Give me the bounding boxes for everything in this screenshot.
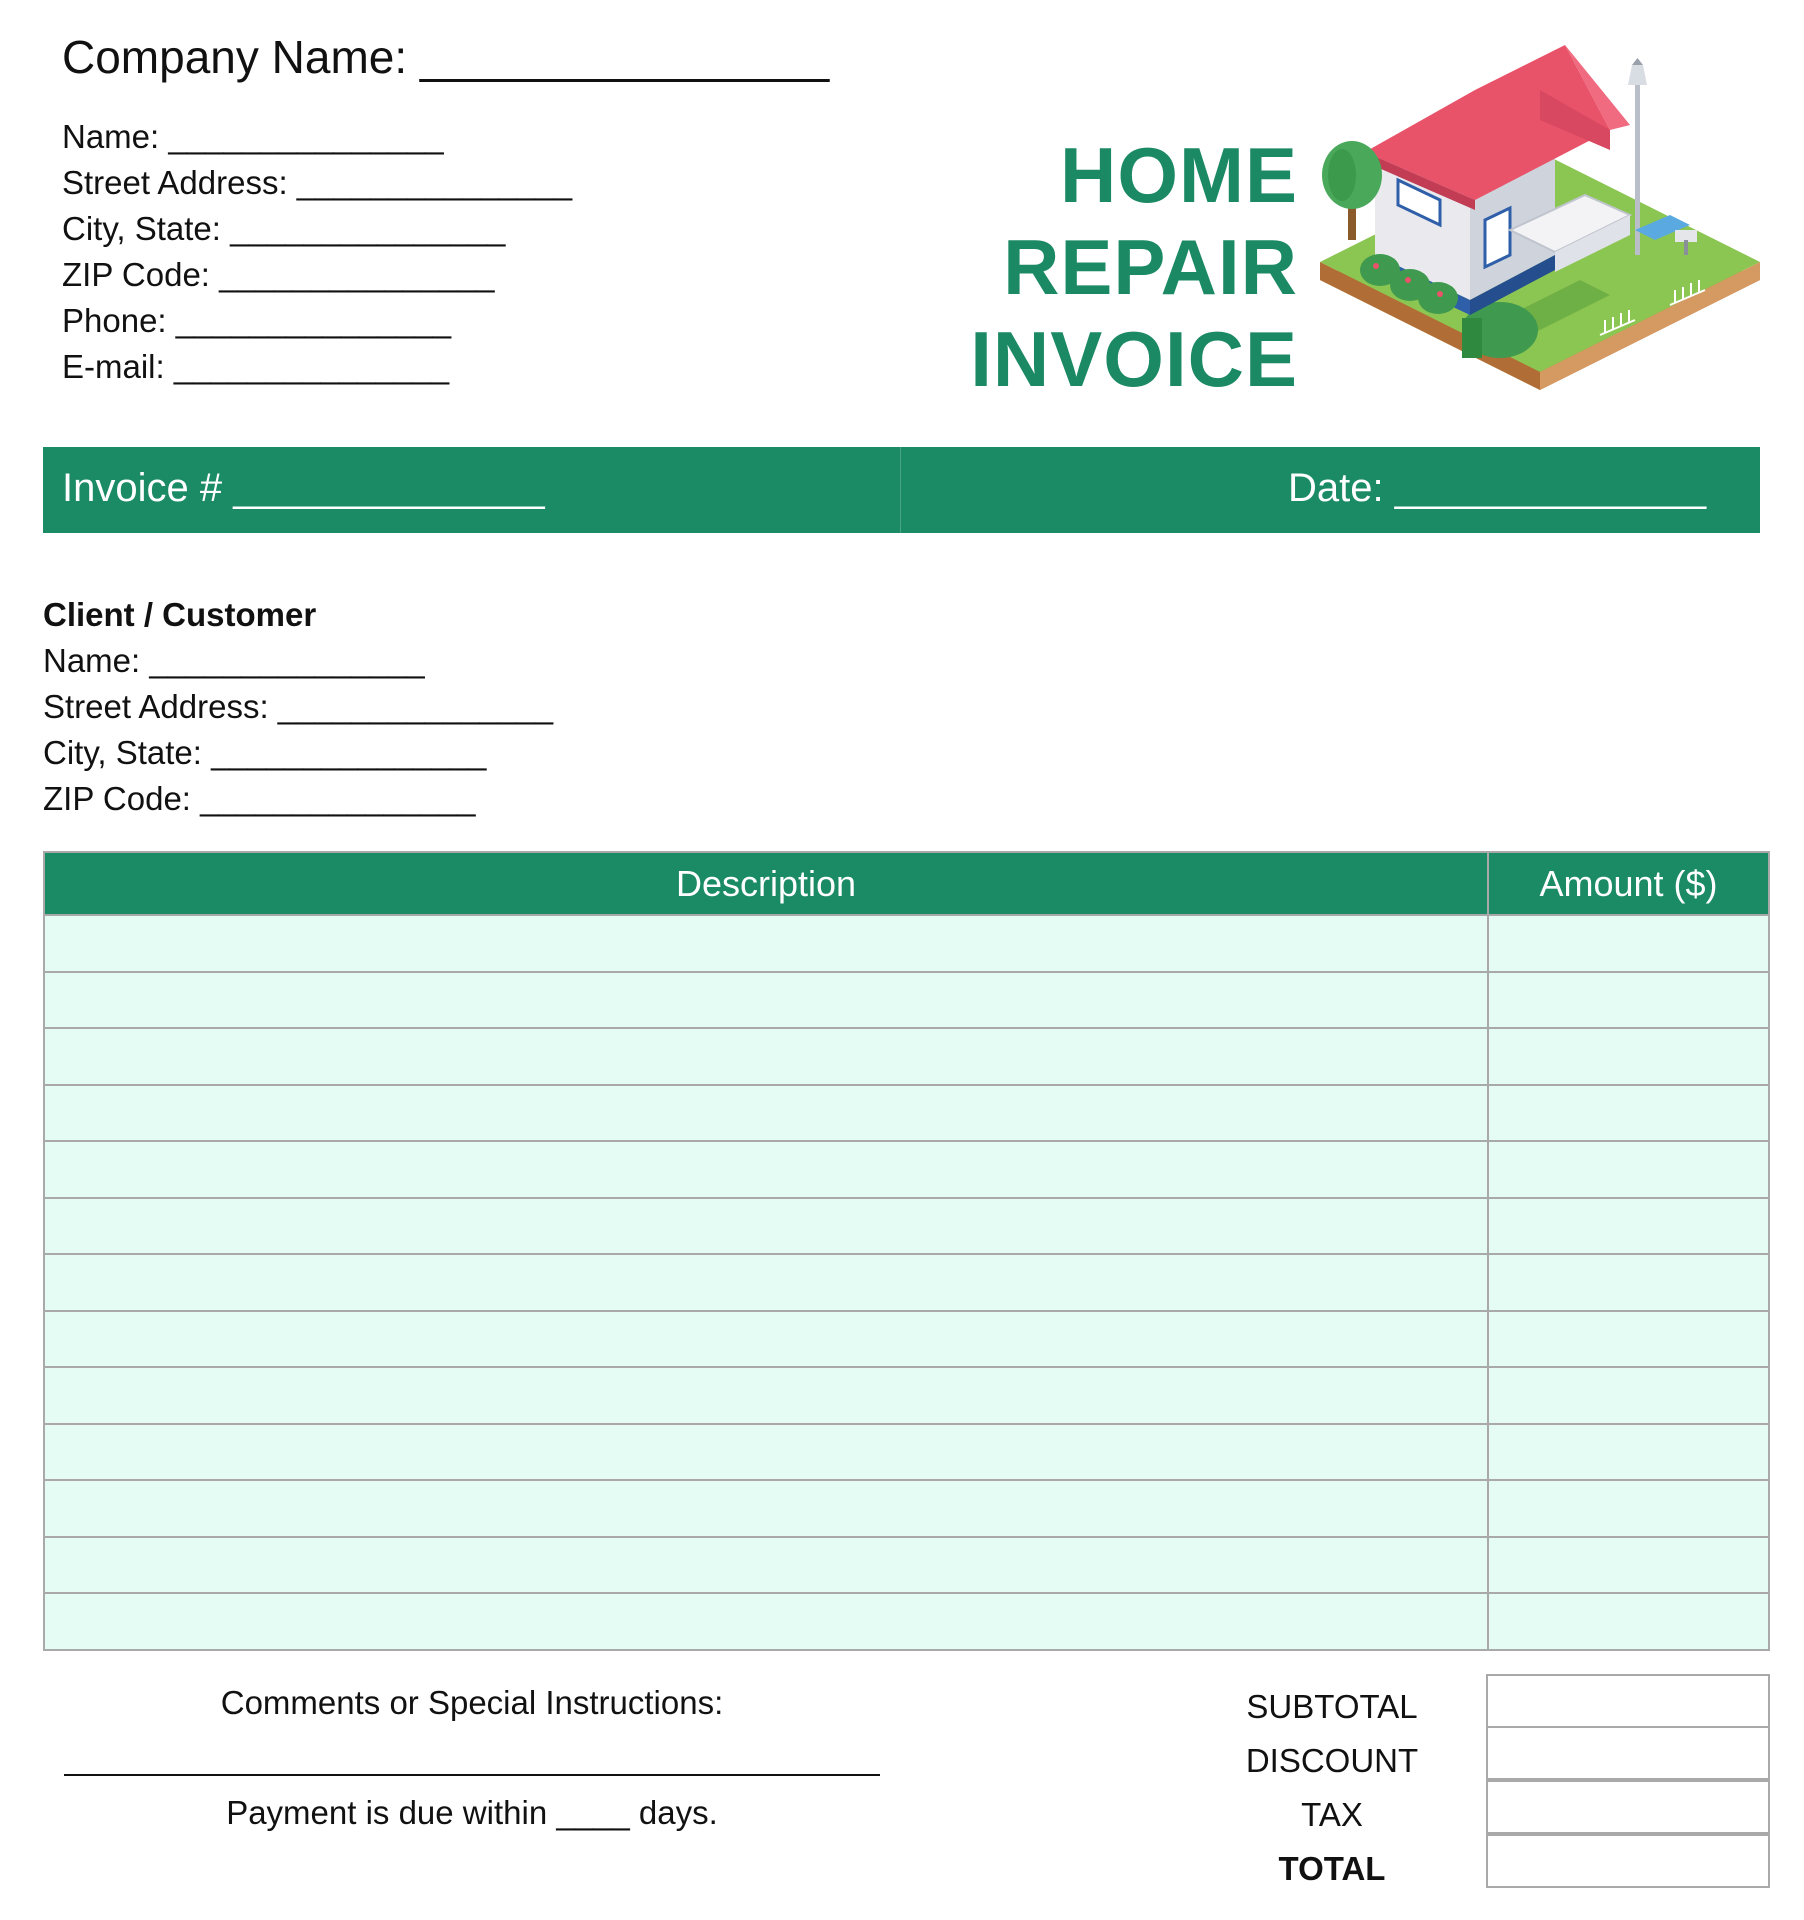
- description-cell[interactable]: [44, 915, 1488, 972]
- description-cell[interactable]: [44, 1028, 1488, 1085]
- amount-cell[interactable]: [1488, 972, 1769, 1029]
- subtotal-label: SUBTOTAL: [1246, 1688, 1418, 1725]
- description-cell[interactable]: [44, 1367, 1488, 1424]
- discount-field[interactable]: [1486, 1726, 1770, 1780]
- amount-cell[interactable]: [1488, 1198, 1769, 1255]
- amount-cell[interactable]: [1488, 1424, 1769, 1481]
- subtotal-field[interactable]: [1486, 1674, 1770, 1728]
- comments-line[interactable]: [64, 1774, 880, 1776]
- amount-cell[interactable]: [1488, 915, 1769, 972]
- description-cell[interactable]: [44, 1480, 1488, 1537]
- amount-cell[interactable]: [1488, 1254, 1769, 1311]
- sender-phone-line: Phone: _______________: [62, 302, 452, 339]
- description-cell[interactable]: [44, 1085, 1488, 1142]
- amount-cell[interactable]: [1488, 1480, 1769, 1537]
- table-row: [44, 972, 1769, 1029]
- description-header: Description: [44, 852, 1488, 915]
- amount-cell[interactable]: [1488, 1311, 1769, 1368]
- description-cell[interactable]: [44, 1198, 1488, 1255]
- title-home: HOME: [1060, 131, 1298, 219]
- client-name-line: Name: _______________: [43, 642, 425, 679]
- table-row: [44, 1028, 1769, 1085]
- title-invoice: INVOICE: [970, 315, 1298, 403]
- amount-cell[interactable]: [1488, 1028, 1769, 1085]
- description-cell[interactable]: [44, 1254, 1488, 1311]
- sender-city-line: City, State: _______________: [62, 210, 506, 247]
- sender-email-line: E-mail: _______________: [62, 348, 450, 385]
- client-street-line: Street Address: _______________: [43, 688, 554, 725]
- table-row: [44, 1424, 1769, 1481]
- payment-terms: Payment is due within ____ days.: [226, 1794, 718, 1831]
- sender-street-line: Street Address: _______________: [62, 164, 573, 201]
- table-row: [44, 1141, 1769, 1198]
- amount-cell[interactable]: [1488, 1367, 1769, 1424]
- tax-field[interactable]: [1486, 1780, 1770, 1834]
- description-cell[interactable]: [44, 1311, 1488, 1368]
- table-row: [44, 1593, 1769, 1650]
- table-row: [44, 1254, 1769, 1311]
- tax-label: TAX: [1301, 1796, 1363, 1833]
- table-row: [44, 915, 1769, 972]
- amount-header: Amount ($): [1488, 852, 1769, 915]
- total-label: TOTAL: [1278, 1850, 1386, 1887]
- company-name-label: Company Name: ________________: [62, 31, 830, 83]
- invoice-band-divider: [900, 447, 901, 533]
- description-cell[interactable]: [44, 972, 1488, 1029]
- description-cell[interactable]: [44, 1593, 1488, 1650]
- sender-name-line: Name: _______________: [62, 118, 444, 155]
- invoice-number-label: Invoice # ______________: [62, 466, 545, 510]
- items-table: [43, 851, 1770, 1651]
- description-cell[interactable]: [44, 1424, 1488, 1481]
- title-repair: REPAIR: [1003, 223, 1298, 311]
- discount-label: DISCOUNT: [1245, 1742, 1419, 1779]
- client-heading: Client / Customer: [43, 596, 317, 633]
- amount-cell[interactable]: [1488, 1141, 1769, 1198]
- amount-cell[interactable]: [1488, 1593, 1769, 1650]
- invoice-date-label: Date: ______________: [1288, 466, 1707, 510]
- client-zip-line: ZIP Code: _______________: [43, 780, 476, 817]
- comments-label: Comments or Special Instructions:: [220, 1684, 724, 1721]
- amount-cell[interactable]: [1488, 1085, 1769, 1142]
- house-illustration-icon: [1310, 30, 1770, 410]
- table-row: [44, 1311, 1769, 1368]
- table-row: [44, 1198, 1769, 1255]
- client-city-line: City, State: _______________: [43, 734, 487, 771]
- table-row: [44, 1537, 1769, 1594]
- table-row: [44, 1085, 1769, 1142]
- sender-zip-line: ZIP Code: _______________: [62, 256, 495, 293]
- description-cell[interactable]: [44, 1537, 1488, 1594]
- amount-cell[interactable]: [1488, 1537, 1769, 1594]
- total-field[interactable]: [1486, 1834, 1770, 1888]
- table-row: [44, 1480, 1769, 1537]
- description-cell[interactable]: [44, 1141, 1488, 1198]
- table-row: [44, 1367, 1769, 1424]
